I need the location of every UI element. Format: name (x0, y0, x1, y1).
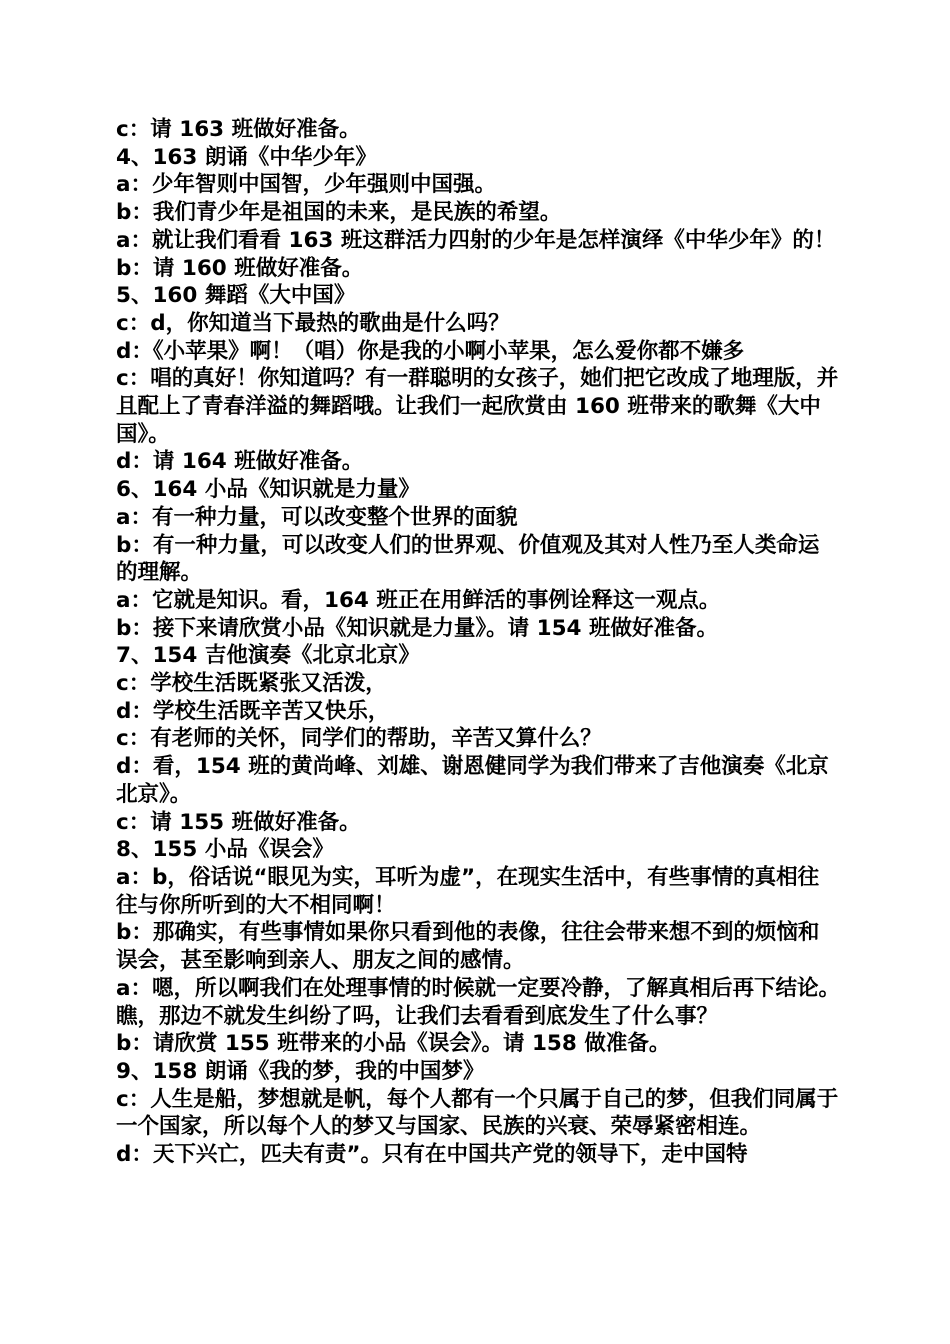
text-line: c：人生是船，梦想就是帆，每个人都有一个只属于自己的梦，但我们同属于一个国家，所以每个人的梦又与国家、民族的兴衰、荣辱紧密相连。 (116, 1086, 839, 1140)
text-line: a：它就是知识。看，164 班正在用鲜活的事例诠释这一观点。 (116, 587, 721, 613)
program-heading: 6、164 小品《知识就是力量》 (116, 477, 420, 503)
text-line: a：嗯，所以啊我们在处理事情的时候就一定要冷静，了解真相后再下结论。瞧，那边不就发生纠纷了吗，让我们去看看到底发生了什么事？ (116, 975, 841, 1029)
text-line: c：学校生活既紧张又活泼， (116, 671, 387, 697)
text-line: c：d，你知道当下最热的歌曲是什么吗？ (116, 310, 510, 336)
text-line: d：天下兴亡，匹夫有责”。只有在中国共产党的领导下，走中国特 (116, 1142, 748, 1168)
document-body (116, 116, 840, 1169)
text-line: a：少年智则中国智，少年强则中国强。 (116, 172, 497, 198)
text-line: a：有一种力量，可以改变整个世界的面貌 (116, 504, 518, 530)
text-line: d：看，154 班的黄尚峰、刘雄、谢恩健同学为我们带来了吉他演奏《北京北京》。 (116, 754, 829, 807)
text-line: c：请 155 班做好准备。 (116, 809, 361, 835)
program-heading: 8、155 小品《误会》 (116, 837, 334, 863)
program-heading: 7、154 吉他演奏《北京北京》 (116, 643, 420, 669)
text-line: b：那确实，有些事情如果你只看到他的表像，往往会带来想不到的烦恼和误会，甚至影响到亲人、朋友之间的感情。 (116, 920, 820, 974)
program-heading: 5、160 舞蹈《大中国》 (116, 283, 356, 309)
text-line: d：《小苹果》啊！（唱）你是我的小啊小苹果，怎么爱你都不嫌多 (116, 338, 745, 364)
text-line: b：我们青少年是祖国的未来，是民族的希望。 (116, 200, 562, 226)
text-line: c：请 163 班做好准备。 (116, 117, 361, 142)
program-heading: 4、163 朗诵《中华少年》 (116, 144, 377, 170)
text-line: a：就让我们看看 163 班这群活力四射的少年是怎样演绎《中华少年》的！ b：请 160 班做好准备。 (116, 227, 836, 281)
text-line: d：学校生活既辛苦又快乐， (116, 698, 390, 724)
text-line: c：唱的真好！你知道吗？有一群聪明的女孩子，她们把它改成了地理版，并且配上了青春洋溢的舞蹈哦。让我们一起欣赏由 160 班带来的歌舞《大中国》。 (116, 366, 839, 447)
text-line: b：接下来请欣赏小品《知识就是力量》。请 154 班做好准备。 (116, 615, 718, 641)
text-line: d：请 164 班做好准备。 (116, 449, 364, 475)
program-heading: 9、158 朗诵《我的梦，我的中国梦》 (116, 1058, 485, 1084)
text-line: b：请欣赏 155 班带来的小品《误会》。请 158 做准备。 (116, 1031, 671, 1057)
text-line: a：b，俗话说“眼见为实，耳听为虚”，在现实生活中，有些事情的真相往往与你所听到的大不相同啊！ (116, 864, 820, 918)
text-line: c：有老师的关怀，同学们的帮助，辛苦又算什么？ (116, 726, 602, 752)
text-line: b：有一种力量，可以改变人们的世界观、价值观及其对人性乃至人类命运的理解。 (116, 532, 820, 586)
